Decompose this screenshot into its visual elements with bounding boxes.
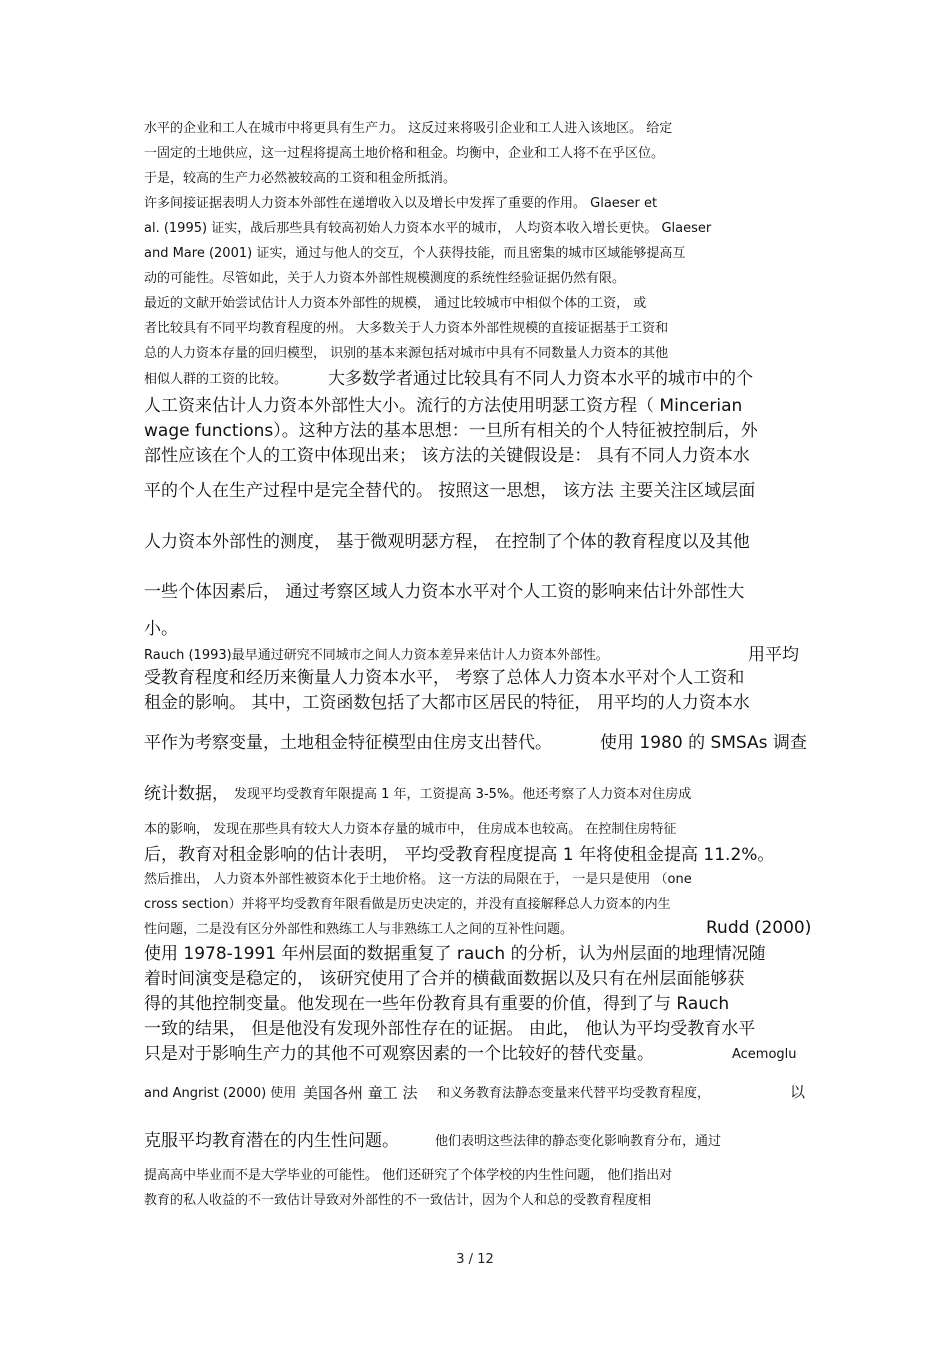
text-line: 发现平均受教育年限提高 1 年，工资提高 3-5%。他还考察了人力资本对住房成 xyxy=(234,787,692,802)
text-line: 小。 xyxy=(144,619,178,639)
text-line: 以 xyxy=(790,1083,806,1101)
text-line: 受教育程度和经历来衡量人力资本水平， 考察了总体人力资本水平对个人工资和 xyxy=(144,668,745,688)
text-line: 本的影响， 发现在那些具有较大人力资本存量的城市中， 住房成本也较高。 在控制住房特征 xyxy=(144,822,677,837)
text-line: cross section）并将平均受教育年限看做是历史决定的，并没有直接解释总人力资本的内生 xyxy=(144,897,671,912)
text-line: 相似人群的工资的比较。 xyxy=(144,372,288,387)
text-line: 使用 1980 的 SMSAs 调查 xyxy=(600,733,807,753)
text-line: 只是对于影响生产力的其他不可观察因素的一个比较好的替代变量。 xyxy=(144,1044,654,1064)
text-line: 使用 1978-1991 年州层面的数据重复了 rauch 的分析，认为州层面的地理情况随 xyxy=(144,944,766,964)
text-line: 和义务教育法静态变量来代替平均受教育程度， xyxy=(437,1086,711,1101)
page-separator: / xyxy=(468,1252,474,1267)
text-line: 部性应该在个人的工资中体现出来； 该方法的关键假设是： 具有不同人力资本水 xyxy=(144,446,750,466)
text-line: and Mare (2001) 证实，通过与他人的交互，个人获得技能，而且密集的城市区域能够提高互 xyxy=(144,246,686,261)
text-line: 一固定的土地供应，这一过程将提高土地价格和租金。均衡中，企业和工人将不在乎区位。 xyxy=(144,146,665,161)
text-line: Rudd (2000) xyxy=(706,918,812,938)
text-line: 总的人力资本存量的回归模型， 识别的基本来源包括对城市中具有不同数量人力资本的其他 xyxy=(144,346,669,361)
text-line: 租金的影响。 其中，工资函数包括了大都市区居民的特征， 用平均的人力资本水 xyxy=(144,693,750,713)
text-line: 者比较具有不同平均教育程度的州。 大多数关于人力资本外部性规模的直接证据基于工资和 xyxy=(144,321,669,336)
text-line: 平作为考察变量，土地租金特征模型由住房支出替代。 xyxy=(144,733,552,753)
text-line: 用平均 xyxy=(748,645,799,665)
text-line: 一致的结果， 但是他没有发现外部性存在的证据。 由此， 他认为平均受教育水平 xyxy=(144,1019,756,1039)
text-line: Rauch (1993)最早通过研究不同城市之间人力资本差异来估计人力资本外部性。 xyxy=(144,648,609,663)
text-line: 动的可能性。尽管如此，关于人力资本外部性规模测度的系统性经验证据仍然有限。 xyxy=(144,271,626,286)
text-line: al. (1995) 证实，战后那些具有较高初始人力资本水平的城市， 人均资本收入增长更快。 Glaeser xyxy=(144,221,712,236)
text-line: 提高高中毕业而不是大学毕业的可能性。 他们还研究了个体学校的内生性问题， 他们指出对 xyxy=(144,1168,673,1183)
total-page-count: 12 xyxy=(477,1252,494,1267)
text-line: 一些个体因素后， 通过考察区域人力资本水平对个人工资的影响来估计外部性大 xyxy=(144,582,745,602)
text-line: 他们表明这些法律的静态变化影响教育分布，通过 xyxy=(435,1134,722,1149)
text-line: Acemoglu xyxy=(732,1047,797,1062)
page-number-footer xyxy=(0,1252,950,1267)
text-line: 人力资本外部性的测度， 基于微观明瑟方程， 在控制了个体的教育程度以及其他 xyxy=(144,532,750,552)
text-line: 后，教育对租金影响的估计表明， 平均受教育程度提高 1 年将使租金提高 11.2%。 xyxy=(144,845,775,865)
text-line: 然后推出， 人力资本外部性被资本化于土地价格。 这一方法的局限在于， 一是只是使用 （one xyxy=(144,872,692,887)
text-line: 着时间演变是稳定的， 该研究使用了合并的横截面数据以及只有在州层面能够获 xyxy=(144,969,745,989)
text-line: 性问题，二是没有区分外部性和熟练工人与非熟练工人之间的互补性问题。 xyxy=(144,922,574,937)
text-line: 克服平均教育潜在的内生性问题。 xyxy=(144,1131,399,1151)
text-line: 统计数据， xyxy=(144,784,229,804)
current-page-number: 3 xyxy=(456,1252,465,1267)
text-line: 大多数学者通过比较具有不同人力资本水平的城市中的个 xyxy=(328,369,753,389)
text-line: 得的其他控制变量。他发现在一些年份教育具有重要的价值，得到了与 Rauch xyxy=(144,994,730,1014)
text-line: 许多间接证据表明人力资本外部性在递增收入以及增长中发挥了重要的作用。 Glaeser et xyxy=(144,196,658,211)
text-line: and Angrist (2000) 使用 xyxy=(144,1086,297,1101)
text-line: 平的个人在生产过程中是完全替代的。 按照这一思想， 该方法 主要关注区域层面 xyxy=(144,481,756,501)
text-line: 教育的私人收益的不一致估计导致对外部性的不一致估计，因为个人和总的受教育程度相 xyxy=(144,1193,652,1208)
text-line: 最近的文献开始尝试估计人力资本外部性的规模， 通过比较城市中相似个体的工资， 或 xyxy=(144,296,647,311)
text-line: 美国各州 童工 法 xyxy=(303,1084,418,1102)
text-line: 人工资来估计人力资本外部性大小。流行的方法使用明瑟工资方程（ Mincerian xyxy=(144,396,743,416)
text-line: wage functions）。这种方法的基本思想：一旦所有相关的个人特征被控制后，外 xyxy=(144,421,758,441)
text-line: 水平的企业和工人在城市中将更具有生产力。 这反过来将吸引企业和工人进入该地区。 给定 xyxy=(144,121,673,136)
text-line: 于是，较高的生产力必然被较高的工资和租金所抵消。 xyxy=(144,171,457,186)
